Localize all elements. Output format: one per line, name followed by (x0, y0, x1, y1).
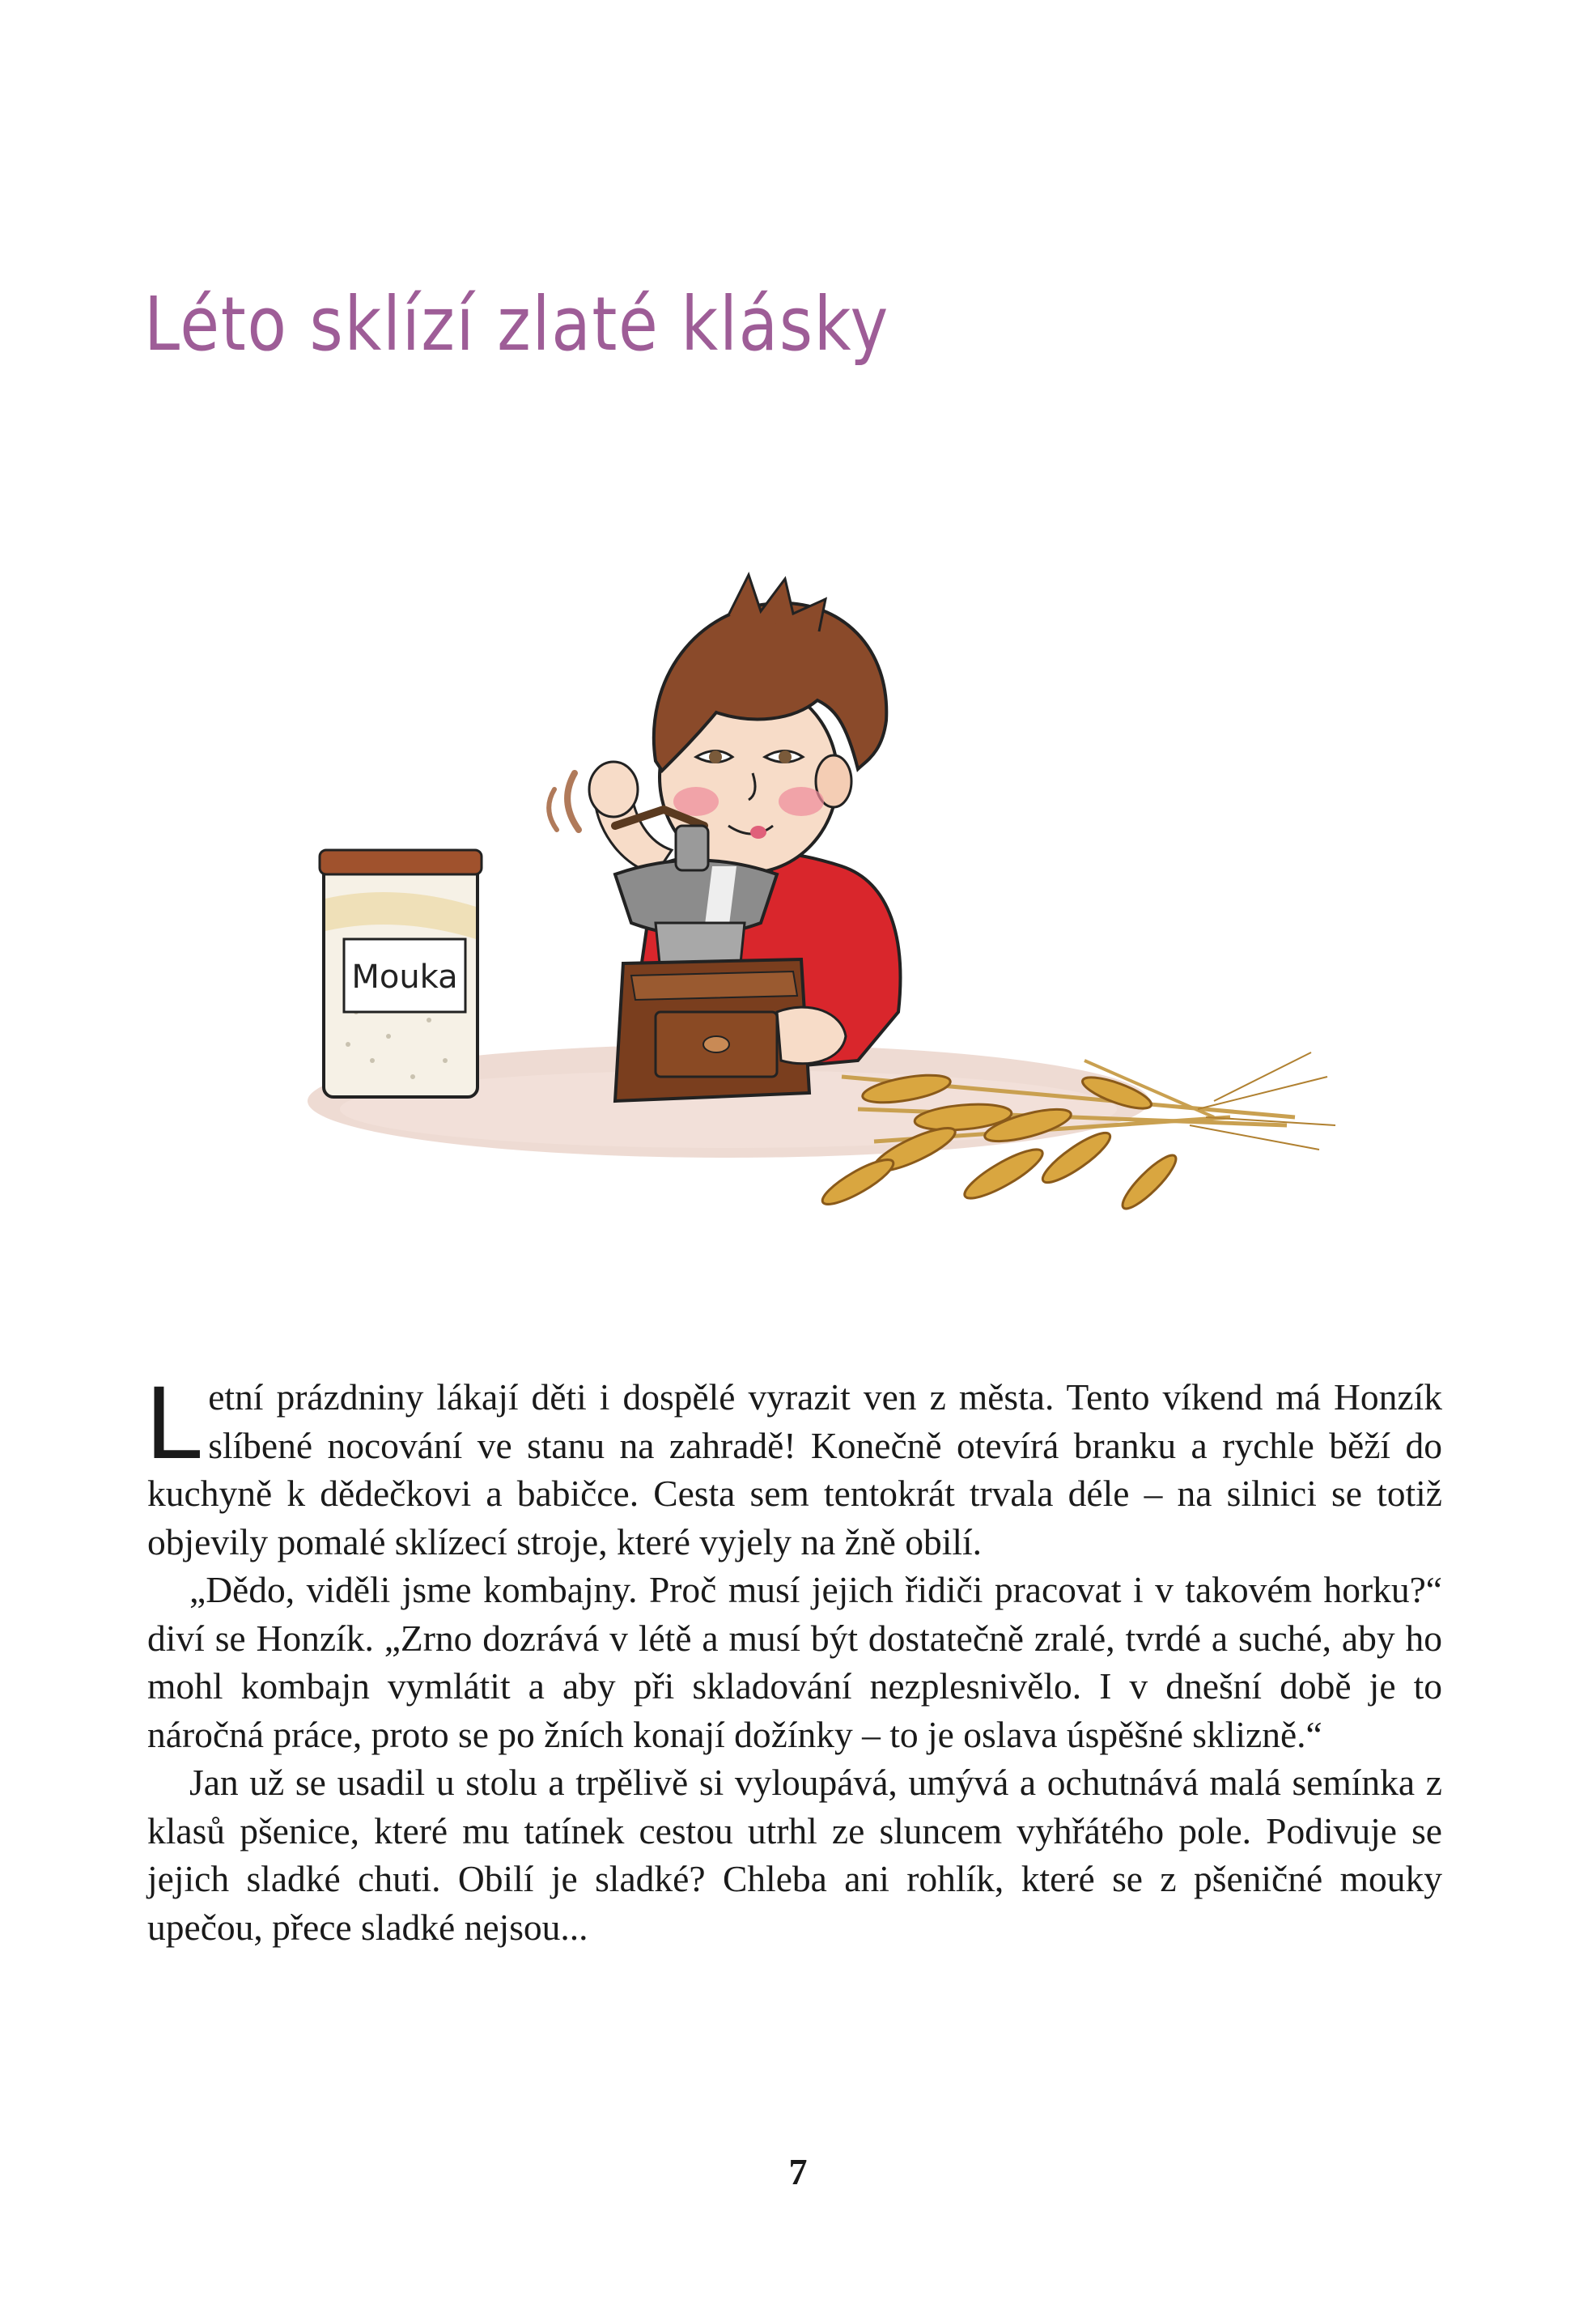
paragraph-1-text: etní prázdniny lákají děti i dospělé vyrazit ven z města. Tento víkend má Honzík slíbené nocování ve stanu na zahradě! Konečně otevírá branku a rychle běží do kuchyně k dědečkovi a babičce. Cesta sem tentokrát trvala déle – na silnici se totiž objevily pomalé sklízecí stroje, které vyjely na žně obilí. (147, 1376, 1442, 1562)
jar-label-text: Mouka (351, 959, 458, 996)
boy-grinding-grain-illustration (275, 559, 1360, 1271)
paragraph-1 (146, 1365, 1442, 1566)
story-text (146, 1365, 1442, 1951)
paragraph-3: Jan už se usadil u stolu a trpělivě si vyloupává, umývá a ochutnává malá semínka z klasů pšenice, které mu tatínek cestou utrhl ze sluncem vyhřátého pole. Podivuje se jejich sladké chuti. Obilí je sladké? Chleba ani rohlík, které se z pšeničné mouky upečou, přece sladké nejsou... (147, 1762, 1442, 1948)
raised-hand (589, 762, 638, 817)
page-title: Léto sklízí zlaté klásky (144, 280, 890, 368)
paragraph-2: „Dědo, viděli jsme kombajny. Proč musí jejich řidiči pracovat i v takovém horku?“ diví se Honzík. „Zrno dozrává v létě a musí být dostatečně zralé, tvrdé a suché, aby ho mohl kombajn vymlátit a aby při skladování nezplesnivělo. I v dnešní době je to náročná práce, proto se po žních konají dožínky – to je oslava úspěšné sklizně.“ (147, 1569, 1442, 1755)
flour-jar (320, 850, 482, 1097)
page-number: 7 (788, 2151, 808, 2192)
drop-cap: L (146, 1365, 204, 1481)
